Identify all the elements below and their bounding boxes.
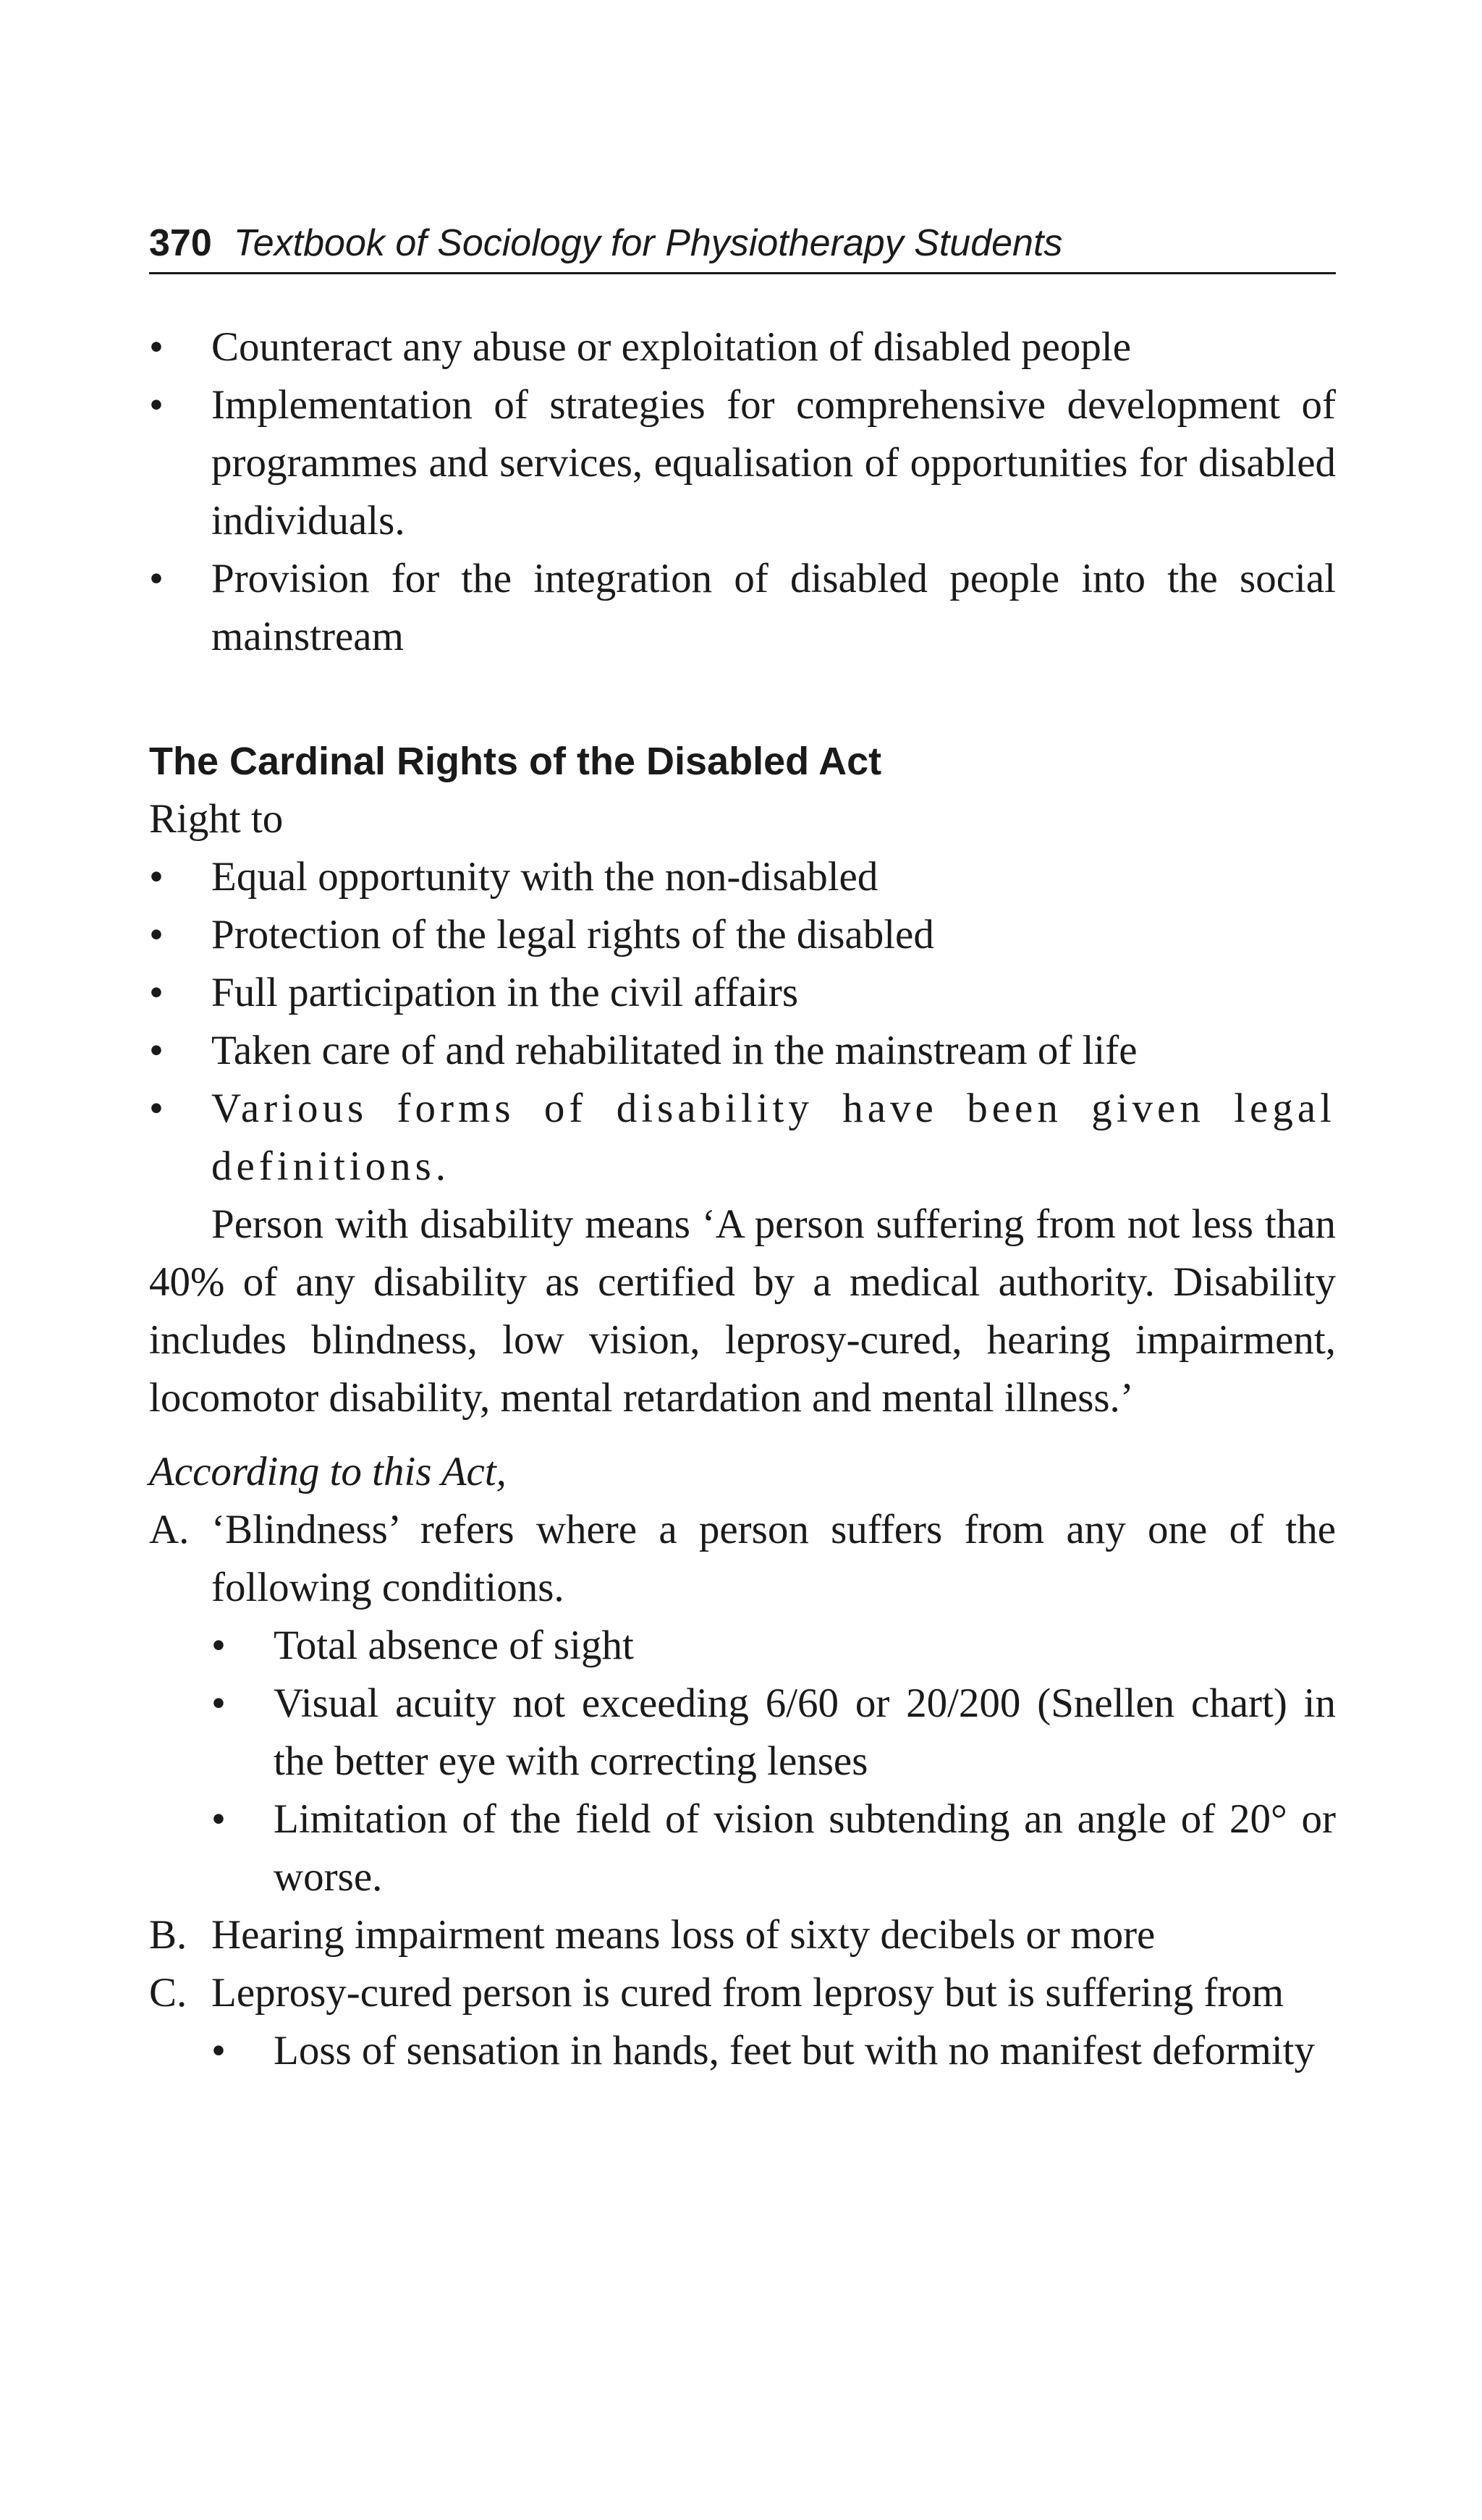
list-item — [149, 964, 1336, 1022]
definition-paragraph: Person with disability means ‘A person suffering from not less than 40% of any disability as certified by a medical authority. Disability includes blindness, low vision, leprosy-cured, hearing impairment, locomotor disability, mental retardation and mental illness.’ — [149, 1201, 1336, 1421]
running-title: Textbook of Sociology for Physiotherapy Students — [233, 222, 1063, 264]
running-header — [149, 214, 1336, 274]
bullet-icon: • — [149, 1086, 164, 1131]
bullet-icon: • — [211, 1623, 226, 1668]
item-label: B. — [149, 1912, 187, 1958]
list-item-text: Total absence of sight — [274, 1623, 634, 1668]
list-item — [211, 2022, 1336, 2080]
definition-text: ‘Blindness’ refers where a person suffers from any one of the following conditions. — [211, 1507, 1336, 1610]
list-item-text: Limitation of the field of vision subtending an angle of 20° or worse. — [274, 1796, 1336, 1900]
item-label: C. — [149, 1970, 187, 2016]
list-item-text: Full participation in the civil affairs — [211, 970, 798, 1015]
list-item — [149, 906, 1336, 964]
blindness-conditions-list — [211, 1617, 1336, 1906]
list-item-text: Provision for the integration of disabled people into the social mainstream — [211, 556, 1336, 659]
list-item — [149, 550, 1336, 666]
definition-item-b — [149, 1906, 1336, 1964]
list-item-text: Taken care of and rehabilitated in the mainstream of life — [211, 1028, 1138, 1073]
definition-text: Hearing impairment means loss of sixty decibels or more — [211, 1912, 1156, 1958]
bullet-icon: • — [211, 2028, 226, 2073]
rights-bullet-list — [149, 848, 1336, 1196]
intro-bullet-list — [149, 318, 1336, 666]
bullet-icon: • — [149, 854, 164, 900]
list-item — [149, 1022, 1336, 1080]
list-item-text: Implementation of strategies for comprehensive development of programmes and services, equalisation of opportunities for disabled individuals. — [211, 382, 1336, 544]
bullet-icon: • — [149, 382, 164, 428]
definitions-list — [149, 1501, 1336, 2080]
definition-item-a — [149, 1501, 1336, 1906]
list-item-text: Visual acuity not exceeding 6/60 or 20/200 (Snellen chart) in the better eye with correcting lenses — [274, 1680, 1336, 1784]
definition-item-c — [149, 1964, 1336, 2080]
bullet-icon: • — [149, 912, 164, 957]
section-lead: Right to — [149, 796, 284, 842]
bullet-icon: • — [211, 1796, 226, 1842]
list-item-text: Loss of sensation in hands, feet but with no manifest deformity — [274, 2028, 1315, 2073]
definition-text: Leprosy-cured person is cured from leprosy but is suffering from — [211, 1970, 1284, 2016]
bullet-icon: • — [149, 324, 164, 370]
list-item-text: Counteract any abuse or exploitation of disabled people — [211, 324, 1132, 370]
list-item-text: Equal opportunity with the non-disabled — [211, 854, 878, 900]
leprosy-conditions-list — [211, 2022, 1336, 2080]
page-number: 370 — [149, 222, 212, 264]
list-item — [149, 1080, 1336, 1196]
list-item — [211, 1675, 1336, 1790]
bullet-icon: • — [211, 1680, 226, 1726]
section-heading: The Cardinal Rights of the Disabled Act — [149, 740, 882, 783]
list-item — [149, 318, 1336, 376]
list-item — [149, 848, 1336, 906]
bullet-icon: • — [149, 556, 164, 601]
list-item — [149, 376, 1336, 550]
page-body — [149, 318, 1336, 2080]
list-item — [211, 1617, 1336, 1675]
list-item-text: Various forms of disability have been given legal definitions. — [211, 1086, 1336, 1189]
according-line: According to this Act, — [149, 1449, 507, 1494]
bullet-icon: • — [149, 1028, 164, 1073]
item-label: A. — [149, 1507, 190, 1552]
list-item — [211, 1790, 1336, 1906]
bullet-icon: • — [149, 970, 164, 1015]
list-item-text: Protection of the legal rights of the disabled — [211, 912, 934, 957]
